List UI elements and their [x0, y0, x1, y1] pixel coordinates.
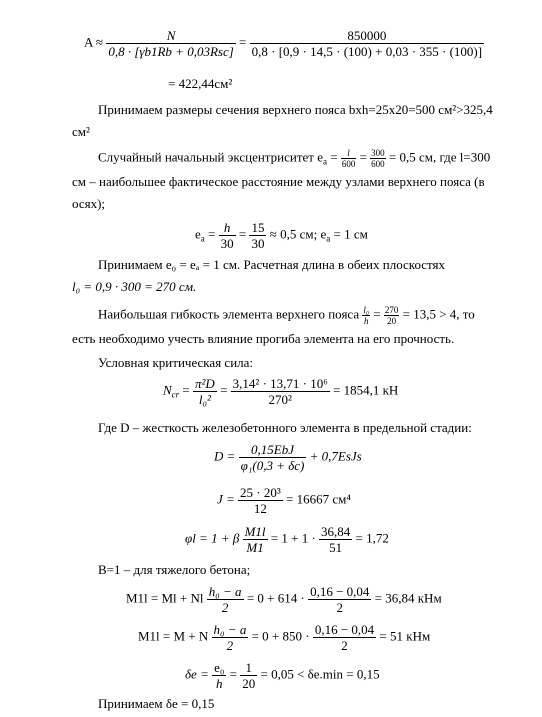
- denominator: 2: [336, 600, 343, 615]
- text: φl = 1 + β: [185, 530, 240, 546]
- eq-prefix: A ≈: [84, 34, 104, 50]
- numerator: l₀: [363, 305, 370, 315]
- equation-phi: [185, 524, 389, 555]
- paragraph-stiffness: Где D – жесткость железобетонного элемента в предельной стадии:: [98, 420, 472, 435]
- numerator: 15: [251, 220, 265, 235]
- paragraph-accept-delta: Принимаем δe = 0,15: [98, 696, 215, 711]
- text: = 1 см: [330, 226, 368, 242]
- fraction: [370, 148, 386, 169]
- equation-ncr: $N_{cr}$ = $\frac{\text{π²D}}{\text{l₀²}}$ = $\frac{\text{3,14² · 13,71 · 10⁶}}{\text{270²}}$ = 1854,1 кН: [163, 376, 399, 407]
- numerator: h₀ − a: [208, 584, 242, 599]
- numerator: 1: [240, 660, 257, 676]
- text: Наибольшая гибкость элемента верхнего пояса: [98, 306, 360, 322]
- numerator: π²D: [195, 376, 215, 391]
- numerator: h₀ − a: [213, 622, 247, 637]
- denominator: 270²: [268, 392, 292, 407]
- fraction: [249, 220, 266, 251]
- fraction: [240, 660, 257, 691]
- subscript: cr: [171, 389, 180, 400]
- numerator: 300: [371, 148, 385, 158]
- denominator: 0,8 · [γb1Rb + 0,03Rsc]: [108, 44, 234, 59]
- fraction: [313, 622, 376, 653]
- fraction: [193, 376, 217, 407]
- denominator: h: [363, 316, 369, 326]
- text: = 1,72: [355, 530, 389, 546]
- equation-m1l: [126, 584, 442, 615]
- denominator: 2: [226, 638, 234, 653]
- text: = 0 + 614 ·: [246, 590, 305, 606]
- denominator: 600: [341, 159, 356, 169]
- numerator: h: [219, 220, 236, 236]
- numerator: e₀: [214, 660, 225, 675]
- denominator: 600: [371, 159, 385, 169]
- text: = 36,84 кНм: [374, 590, 442, 606]
- numerator: 3,14² · 13,71 · 10⁶: [232, 376, 328, 391]
- numerator: 25 · 20³: [240, 485, 281, 500]
- fraction: [238, 485, 283, 516]
- numerator: 270: [384, 305, 399, 315]
- numerator: M1l: [244, 524, 266, 539]
- fraction: [341, 148, 357, 169]
- text: ≈ 0,5 см; e: [266, 226, 327, 242]
- text: = 1 + 1 ·: [270, 530, 316, 546]
- text: = 0,5 см, где l=300: [385, 149, 491, 165]
- text: =: [204, 226, 219, 242]
- fraction: [239, 442, 307, 473]
- numerator: 0,16 − 0,04: [310, 584, 370, 599]
- text: = 51 кНм: [379, 628, 431, 644]
- text: + 0,7EsJs: [309, 448, 362, 464]
- fraction: [250, 28, 484, 59]
- fraction: [212, 622, 249, 653]
- paragraph-beta: В=1 – для тяжелого бетона;: [98, 562, 251, 577]
- fraction: [212, 660, 226, 691]
- text: M1l = Ml + Nl: [126, 590, 204, 606]
- equation-m1: [138, 622, 430, 653]
- text: J =: [217, 491, 235, 507]
- fraction: [231, 376, 330, 407]
- fraction: [362, 305, 370, 326]
- text: = 16667 см⁴: [286, 491, 351, 507]
- text: =: [326, 149, 341, 165]
- text: = 1854,1 кН: [333, 382, 399, 398]
- text: = 13,5 > 4, то: [402, 306, 475, 322]
- paragraph-flexibility: Наибольшая гибкость элемента верхнего пояса $\frac{\text{l₀}}{h}$ = $\frac{270}{20}$ = 13,5 > 4, то: [98, 305, 475, 326]
- denominator: 30: [220, 236, 234, 251]
- numerator: N: [106, 28, 235, 44]
- denominator: h: [216, 676, 223, 691]
- paragraph-length: Принимаем e₀ = eₐ = 1 см. Расчетная длина в обеих плоскостях: [98, 257, 446, 272]
- fraction: [384, 305, 400, 326]
- text: = 0,05 < δe.min = 0,15: [260, 666, 380, 682]
- denominator: 2: [341, 638, 348, 653]
- equation-ea: $e_a$ = $\frac{h}{30}$ = $\frac{15}{30}$ ≈ 0,5 см; $e_a = 1$ см: [195, 220, 368, 251]
- denominator: 20: [387, 316, 397, 326]
- fraction: [106, 28, 235, 59]
- fraction: [308, 584, 371, 615]
- text: M1l = M + N: [138, 628, 209, 644]
- denominator: 0,8 · [0,9 · 14,5 · (100) + 0,03 · 355 · (100)]: [251, 44, 483, 59]
- numerator: l: [341, 148, 357, 159]
- fraction: [219, 220, 236, 251]
- equation-delta-e: [185, 660, 380, 691]
- equation-area: A ≈ $\frac{N}{\text{0,8 · [γb1Rb + 0,03Rsc]}}$ = $\frac{850000}{0,8 \cdot [0,9 \cdot 14,5 \cdot (100) + 0,03 \cdot 355 \cdot (100)]}$: [84, 28, 483, 59]
- text: e: [195, 226, 201, 242]
- denominator: 12: [253, 501, 267, 516]
- denominator: 2: [221, 600, 229, 615]
- text: N: [163, 382, 172, 398]
- paragraph-length-cont: l₀ = 0,9 · 300 = 270 см.: [72, 279, 197, 294]
- denominator: 20: [242, 676, 256, 691]
- denominator: M1: [246, 540, 264, 555]
- equation-d: [214, 442, 362, 473]
- paragraph-eccentricity: Случайный начальный эксцентриситет $e_a$ = $\frac{l}{600}$ = $\frac{300}{600}$ = 0,5 см, где l=300: [98, 148, 491, 169]
- paragraph-section-size: Принимаем размеры сечения верхнего пояса bxh=25х20=500 см²>325,4: [98, 102, 493, 117]
- paragraph-eccentricity-line3: осях);: [72, 196, 106, 211]
- paragraph-critical-force: Условная критическая сила:: [98, 355, 254, 370]
- fraction: [319, 524, 352, 555]
- paragraph-eccentricity-line2: см – наибольшее фактическое расстояние между узлами верхнего пояса (в: [72, 174, 485, 189]
- denominator: l₀²: [198, 392, 211, 407]
- fraction: [243, 524, 268, 555]
- numerator: 0,15EbJ: [239, 442, 307, 458]
- subscript: a: [326, 233, 331, 244]
- text: Случайный начальный эксцентриситет e: [98, 149, 323, 165]
- numerator: 0,16 − 0,04: [314, 622, 375, 637]
- equation-area-result: = 422,44см²: [168, 76, 233, 91]
- denominator: 30: [251, 236, 265, 251]
- numerator: 36,84: [321, 524, 351, 539]
- denominator: 51: [329, 540, 343, 555]
- numerator: 850000: [250, 28, 484, 44]
- equation-j: [217, 485, 351, 516]
- text: δe =: [185, 666, 209, 682]
- text: D =: [214, 448, 236, 464]
- text: =: [229, 666, 237, 682]
- paragraph-flexibility-cont: есть необходимо учесть влияние прогиба элемента на его прочность.: [72, 331, 455, 346]
- subscript: a: [200, 233, 205, 244]
- subscript: a: [322, 156, 327, 167]
- denominator: φ₁(0,3 + δc): [240, 458, 305, 473]
- fraction: [207, 584, 244, 615]
- text: = 0 + 850 ·: [251, 628, 310, 644]
- paragraph-section-size-cont: см²: [72, 124, 90, 139]
